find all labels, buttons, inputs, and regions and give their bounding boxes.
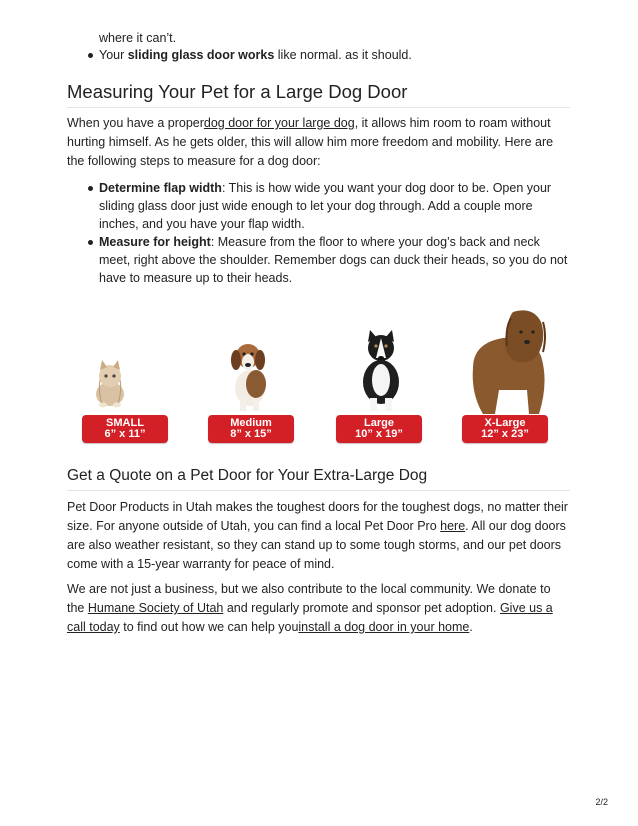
size-badge-large: Large 10” x 19” [336, 415, 422, 443]
intro-paragraph: When you have a properdog door for your large dog, it allows him room to roam without hurting himself. As he gets older, this will allow him more freedom and mobility. Here are the following steps to measure for a dog door: [67, 116, 554, 168]
list-item-text: : This is how wide you want your dog door to be. Open your sliding glass door just wide enough to let your dog through. Add a couple more inches, and you have your flap width. [99, 181, 552, 231]
size-badge-medium: Medium 8” x 15” [208, 415, 294, 443]
list-item-bold: Determine flap width [99, 181, 222, 195]
size-badge-small: SMALL 6” x 11” [82, 415, 168, 443]
list-item-height [84, 233, 574, 287]
list-item-text: like normal. as it should. [274, 48, 412, 62]
list-item-text: Your [99, 48, 128, 62]
list-item-flap-width [84, 179, 574, 233]
page-number: 2/2 [595, 797, 608, 807]
section-heading: Measuring Your Pet for a Large Dog Door [67, 81, 408, 102]
size-badge-xlarge: X-Large 12” x 23” [462, 415, 548, 443]
list-continuation-text: where it can’t. [99, 31, 177, 45]
heading-divider [67, 490, 570, 491]
briard-image [463, 308, 553, 416]
list-item-bold: Measure for height [99, 235, 211, 249]
bullet-icon [88, 53, 93, 58]
large-dog-door-link[interactable]: dog door for your large dog [203, 116, 355, 130]
dog-size-figure [80, 300, 558, 448]
install-dog-door-link[interactable]: install a dog door in your home [298, 620, 470, 634]
list-item-text: : Measure from the floor to where your dog’s back and neck meet, right above the shoulder. Remember dogs can duck their heads, so you do not have to measure up to their heads. [99, 235, 568, 285]
call-us-link[interactable]: Give us a call today [67, 601, 553, 634]
bullet-icon [88, 240, 93, 245]
heading-divider [67, 107, 570, 108]
kitten-image [88, 358, 132, 408]
bullet-icon [88, 186, 93, 191]
beagle-image [220, 338, 280, 412]
humane-society-link[interactable]: Humane Society of Utah [87, 601, 224, 615]
section-heading: Get a Quote on a Pet Door for Your Extra-Large Dog [67, 467, 428, 484]
community-paragraph: We are not just a business, but we also contribute to the local community. We donate to the Humane Society of Utah and regularly promote and sponsor pet adoption. Give us a call today to find out how we can help youinstall a dog door in your home. [67, 582, 553, 634]
border-collie-image [350, 330, 412, 412]
quote-paragraph: Pet Door Products in Utah makes the toughest doors for the toughest dogs, no matter their size. For anyone outside of Utah, you can find a local Pet Door Pro here. All our dog doors are also weather resistant, so they can stand up to some tough storms, and our pet doors come with a 15-year warranty for peace of mind. [67, 500, 568, 571]
list-item [84, 46, 584, 64]
list-item-bold: sliding glass door works [127, 48, 275, 62]
pet-door-pro-link[interactable]: here [440, 519, 466, 533]
